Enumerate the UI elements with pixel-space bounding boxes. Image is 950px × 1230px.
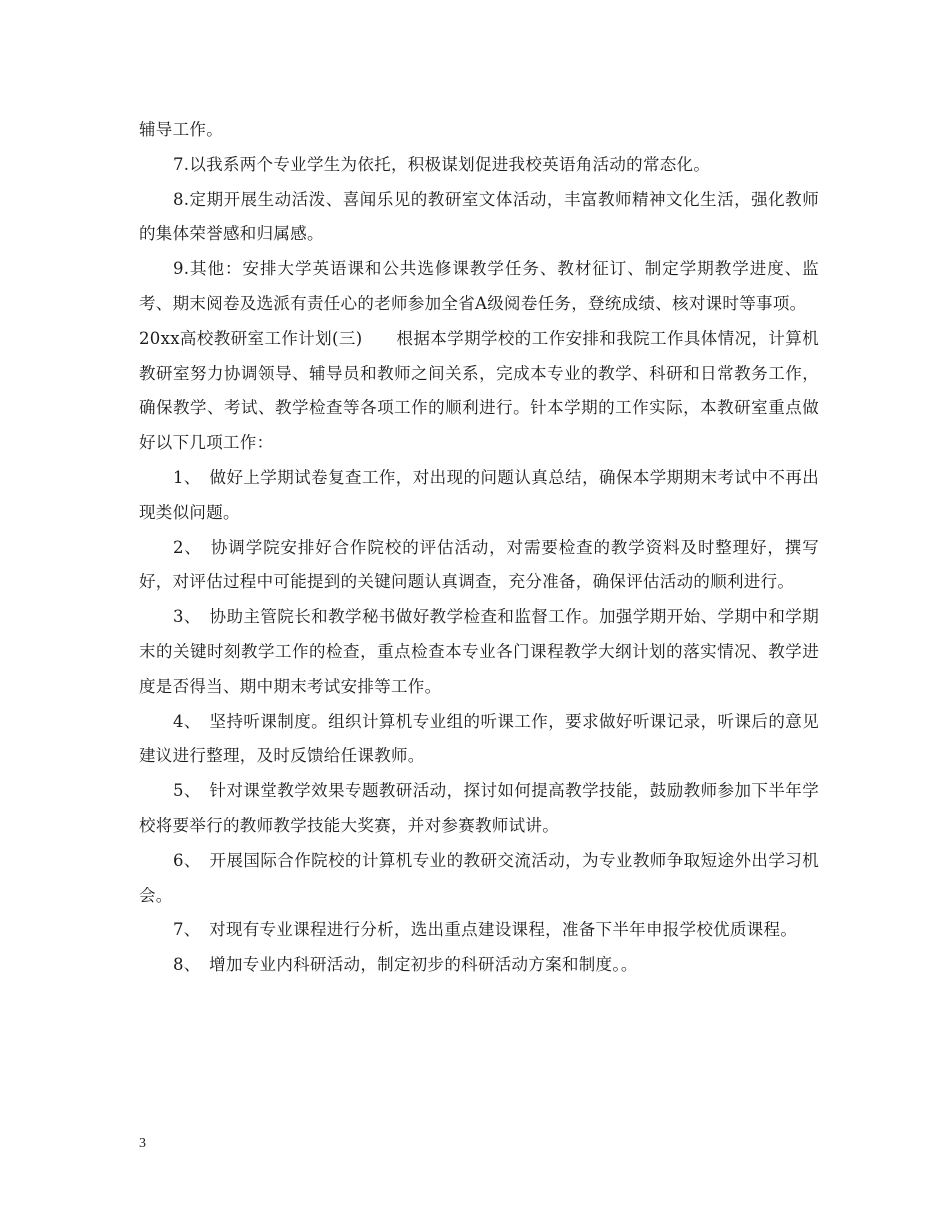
- list-item: 7、 对现有专业课程进行分析，选出重点建设课程，准备下半年申报学校优质课程。: [173, 920, 798, 940]
- list-item: 5、 针对课堂教学效果专题教研活动，探讨如何提高教学技能，鼓励教师参加下半年学校将要举行的教师教学技能大奖赛，并对参赛教师试讲。: [139, 781, 819, 835]
- page-number: 3: [139, 1136, 146, 1151]
- list-item: 4、 坚持听课制度。组织计算机专业组的听课工作，要求做好听课记录，听课后的意见建议进行整理，及时反馈给任课教师。: [139, 711, 819, 766]
- document-body: [139, 113, 819, 983]
- section-heading-paragraph: 20xx高校教研室工作计划(三) 根据本学期学校的工作安排和我院工作具体情况，计算机教研室努力协调领导、辅导员和教师之间关系，完成本专业的教学、科研和日常教务工作，确保教学、考试、教学检查等各项工作的顺利进行。针本学期的工作实际，本教研室重点做好以下几项工作：: [139, 328, 819, 453]
- paragraph: 8.定期开展生动活泼、喜闻乐见的教研室文体活动，丰富教师精神文化生活，强化教师的集体荣誉感和归属感。: [139, 189, 819, 244]
- list-item: 2、 协调学院安排好合作院校的评估活动，对需要检查的教学资料及时整理好，撰写好，对评估过程中可能提到的关键问题认真调查，充分准备，确保评估活动的顺利进行。: [139, 537, 819, 592]
- list-item: 3、 协助主管院长和教学秘书做好教学检查和监督工作。加强学期开始、学期中和学期末的关键时刻教学工作的检查，重点检查本专业各门课程教学大纲计划的落实情况、教学进度是否得当、期中期末考试安排等工作。: [139, 607, 819, 696]
- list-item: 6、 开展国际合作院校的计算机专业的教研交流活动，为专业教师争取短途外出学习机会。: [139, 850, 819, 905]
- paragraph: 9.其他：安排大学英语课和公共选修课教学任务、教材征订、制定学期教学进度、监考、期末阅卷及选派有责任心的老师参加全省A级阅卷任务，登统成绩、核对课时等事项。: [139, 259, 819, 313]
- paragraph: 7.以我系两个专业学生为依托，积极谋划促进我校英语角活动的常态化。: [173, 154, 711, 174]
- list-item: 1、 做好上学期试卷复查工作，对出现的问题认真总结，确保本学期期末考试中不再出现类似问题。: [139, 467, 819, 522]
- paragraph: 辅导工作。: [139, 120, 223, 139]
- list-item: 8、 增加专业内科研活动，制定初步的科研活动方案和制度。。: [173, 955, 638, 975]
